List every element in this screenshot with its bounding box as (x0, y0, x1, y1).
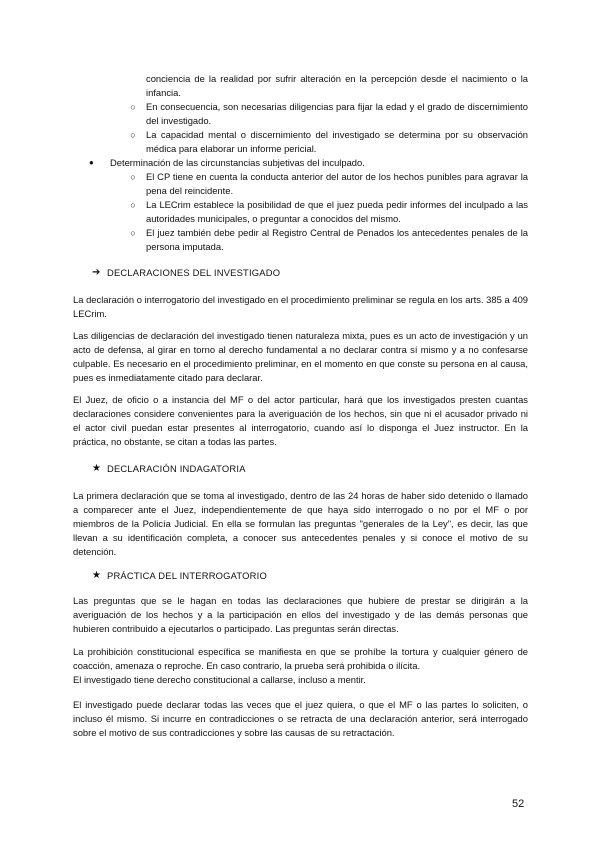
star-icon: ★ (92, 570, 101, 581)
paragraph: La declaración o interrogatorio del investigado en el procedimiento preliminar se regula en los arts. 385 a 409 LECrim. (73, 294, 528, 319)
hollow-bullet-icon: ○ (130, 130, 136, 140)
paragraph: El Juez, de oficio o a instancia del MF o del actor particular, hará que los investigados presten cuantas declaraciones considere convenientes para la averiguación de los hechos, sin que ni el acusador privado ni el actor civil puedan estar presentes al interrogatorio, cuando así lo disponga el Juez instructor. En la práctica, no obstante, se citan a todas las partes. (73, 394, 528, 447)
sub-list-item: El CP tiene en cuenta la conducta anterior del autor de los hechos punibles para agravar la pena del reincidente. (146, 171, 528, 196)
page-number: 52 (512, 798, 525, 810)
section-heading: DECLARACIONES DEL INVESTIGADO (107, 267, 281, 278)
section-heading: PRÁCTICA DEL INTERROGATORIO (107, 570, 267, 581)
filled-bullet-icon: ● (89, 158, 94, 167)
paragraph: El investigado tiene derecho constitucional a callarse, incluso a mentir. (73, 674, 366, 685)
sub-list-item: El juez también debe pedir al Registro Central de Penados los antecedentes penales de la persona imputada. (146, 227, 528, 252)
sub-list-item: La LECrim establece la posibilidad de que el juez pueda pedir informes del inculpado a las autoridades municipales, o preguntar a conocidos del mismo. (146, 199, 528, 224)
sub-list-item: La capacidad mental o discernimiento del investigado se determina por su observación médica para elaborar un informe pericial. (146, 129, 528, 154)
star-icon: ★ (92, 463, 101, 474)
arrow-right-icon: ➔ (92, 267, 101, 278)
paragraph: Las preguntas que se le hagan en todas las declaraciones que hubiere de prestar se dirigirán a la averiguación de los hechos y a la participación en ellos del investigado y de las demás personas que hubieren contribuido a ejecutarlos o participado. Las preguntas serán directas. (73, 595, 528, 634)
sub-list-item: En consecuencia, son necesarias diligencias para fijar la edad y el grado de discernimiento del investigado. (146, 101, 528, 126)
hollow-bullet-icon: ○ (130, 172, 136, 182)
section-heading: DECLARACIÓN INDAGATORIA (107, 463, 246, 474)
paragraph: El investigado puede declarar todas las veces que el juez quiera, o que el MF o las partes lo soliciten, o incluso él mismo. Si incurre en contradicciones o se retracta de una declaración anterior, será interrogado sobre el motivo de sus contradicciones y sobre las causas de su retractación. (73, 699, 528, 738)
hollow-bullet-icon: ○ (130, 102, 136, 112)
continuation-text: conciencia de la realidad por sufrir alteración en la percepción desde el nacimiento o la infancia. (146, 73, 528, 98)
paragraph: La prohibición constitucional específica se manifiesta en que se prohíbe la tortura y cualquier género de coacción, amenaza o reproche. En caso contrario, la prueba será prohibida o ilícita. (73, 646, 528, 671)
main-list-item: Determinación de las circunstancias subjetivas del inculpado. (110, 157, 365, 168)
hollow-bullet-icon: ○ (130, 200, 136, 210)
paragraph: Las diligencias de declaración del investigado tienen naturaleza mixta, pues es un acto de investigación y un acto de defensa, al girar en torno al derecho fundamental a no declarar contra sí mismo y a no confesarse culpable. Es necesario en el procedimiento preliminar, en el momento en que conste su persona en al causa, pues es inmediatamente citado para declarar. (73, 330, 528, 383)
paragraph: La primera declaración que se toma al investigado, dentro de las 24 horas de haber sido detenido o llamado a comparecer ante el Juez, independientemente de que haya sido interrogado o no por el MF o por miembros de la Policía Judicial. En ella se formulan las preguntas "generales de la Ley", es decir, las que llevan a su identificación completa, a conocer sus antecedentes penales y si conoce el motivo de su detención. (73, 490, 528, 557)
hollow-bullet-icon: ○ (130, 228, 136, 238)
